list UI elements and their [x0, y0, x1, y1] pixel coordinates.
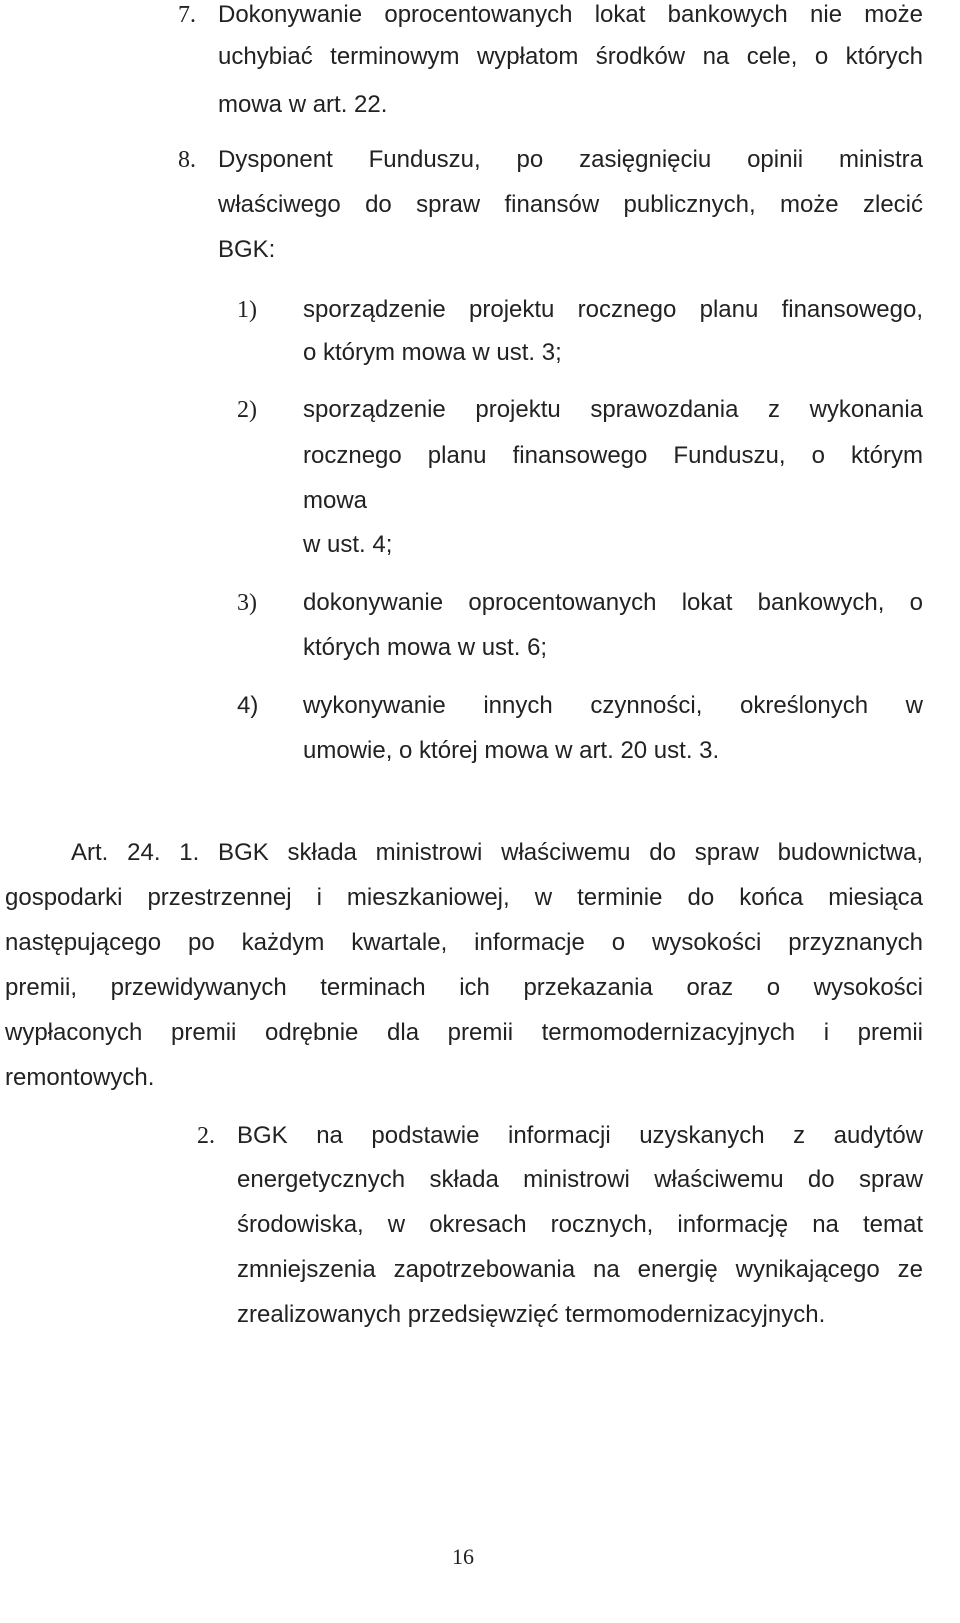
sub-item-number: 4) — [237, 692, 259, 719]
text-line: gospodarki przestrzennej i mieszkaniowej, w terminie do końca miesiąca — [5, 884, 923, 911]
text-line: zrealizowanych przedsięwzięć termomodernizacyjnych. — [237, 1301, 826, 1328]
text-line: umowie, o której mowa w art. 20 ust. 3. — [303, 737, 720, 764]
text-line: wypłaconych premii odrębnie dla premii termomodernizacyjnych i premii — [5, 1019, 923, 1046]
text-line: następującego po każdym kwartale, informacje o wysokości przyznanych — [5, 929, 923, 956]
text-line: dokonywanie oprocentowanych lokat bankowych, o — [303, 589, 923, 616]
text-line: wykonywanie innych czynności, określonych w — [303, 692, 923, 719]
text-line: BGK: — [218, 236, 276, 263]
text-line: energetycznych składa ministrowi właściwemu do spraw — [237, 1166, 923, 1193]
text-line: w ust. 4; — [303, 531, 393, 558]
sub-item-number: 2) — [237, 397, 257, 423]
text-line: sporządzenie projektu sprawozdania z wykonania — [303, 396, 923, 423]
sub-item-number: 3) — [237, 590, 257, 616]
text-line: których mowa w ust. 6; — [303, 634, 548, 661]
text-line: remontowych. — [5, 1064, 155, 1091]
text-line: zmniejszenia zapotrzebowania na energię wynikającego ze — [237, 1256, 923, 1283]
page-number: 16 — [452, 1544, 474, 1569]
text-line: Dysponent Funduszu, po zasięgnięciu opinii ministra — [218, 146, 923, 173]
text-line: właściwego do spraw finansów publicznych, może zlecić — [218, 191, 923, 218]
text-line: uchybiać terminowym wypłatom środków na cele, o których — [218, 43, 923, 70]
sub-item-number: 1) — [237, 297, 257, 323]
text-line: BGK na podstawie informacji uzyskanych z audytów — [237, 1122, 923, 1149]
text-line: o którym mowa w ust. 3; — [303, 339, 562, 366]
text-line: sporządzenie projektu rocznego planu finansowego, — [303, 296, 923, 323]
text-line: premii, przewidywanych terminach ich przekazania oraz o wysokości — [5, 974, 923, 1001]
text-line: mowa w art. 22. — [218, 91, 388, 118]
text-line: Dokonywanie oprocentowanych lokat bankowych nie może — [218, 1, 923, 28]
item-number: 8. — [178, 147, 196, 173]
item-number: 7. — [178, 2, 196, 28]
text-line: rocznego planu finansowego Funduszu, o którym — [303, 442, 923, 469]
text-line: środowiska, w okresach rocznych, informację na temat — [237, 1211, 923, 1238]
text-line: Art. 24. 1. BGK składa ministrowi właściwemu do spraw budownictwa, — [71, 839, 923, 866]
paragraph-number: 2. — [197, 1123, 215, 1149]
text-line: mowa — [303, 487, 368, 514]
